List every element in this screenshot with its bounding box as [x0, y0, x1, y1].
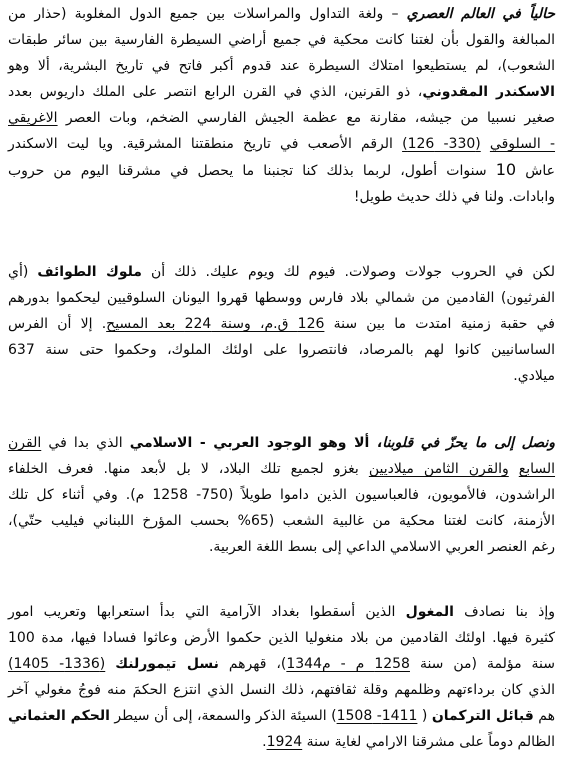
text-run: ( [417, 708, 432, 724]
text-line [8, 534, 555, 560]
text-line [8, 651, 555, 677]
large-number-text: 10 [495, 160, 517, 179]
text-run: الذي بدا في [41, 435, 130, 451]
text-run: سنة مؤلمة (من سنة [409, 656, 556, 672]
text-run: عاش [516, 163, 555, 179]
text-run: الشعوب)، لم يستطيعوا امتلاك السيطرة عند قدوم أكبر فاتح في تاريخ البشرية، ألا وهو [8, 58, 555, 74]
bold-text: ملوك الطوائف [37, 264, 142, 280]
text-line [8, 131, 555, 157]
text-run: الذين أسقطوا بغداد الآرامية التي بدأ استعرابها وتعريب امور [8, 604, 406, 620]
bold-text: الاسكندر المقدوني [422, 84, 555, 100]
underlined-text: السابع [518, 461, 556, 477]
text-run: صغير نسبيا من جيشه، مقارنة مع عظمة الجيش الفارسي الضخم، وبات العصر [57, 110, 555, 126]
text-run: الظالم دوماً على مشرقنا الارامي لغاية سنة [302, 734, 555, 750]
bold-text: قبائل التركمان [431, 708, 534, 724]
text-line [8, 157, 555, 184]
underlined-text: القرن [8, 435, 42, 451]
underlined-text: 1924 [266, 734, 303, 750]
text-line [8, 285, 555, 311]
text-line [8, 1, 555, 27]
text-line [8, 456, 555, 482]
text-run: هم [533, 708, 555, 724]
text-line [8, 259, 555, 285]
text-line [8, 53, 555, 79]
text-run: في حقبة زمنية امتدت ما بين سنة [324, 316, 556, 332]
text-line [8, 363, 555, 389]
text-run: كثيرة فيها. اولئك القادمين من بلاد منغوليا الذين حكموا الأرض وعاثوا فسادا فيها، مدة 100 [8, 630, 555, 646]
text-line [8, 625, 555, 651]
text-run: ميلادي. [513, 368, 555, 384]
paragraph-2 [8, 259, 555, 389]
text-run: – ولغة التداول والمراسلات بين جميع الدول المغلوبة (حذار من [8, 6, 407, 22]
text-run: )، قهرهم [218, 656, 287, 672]
bold-italic-text: حالياً في العالم العصري [406, 6, 555, 22]
text-run [105, 656, 115, 672]
underlined-text: الاغريقي [8, 110, 58, 126]
bold-text: المغول [405, 604, 454, 620]
text-run: الساسانيين كانوا لهم بالمرصاد، فانتصروا على اولئك الملوك، وحكموا حتى سنة 637 [8, 342, 555, 358]
bold-text: نسل تيمورلنك [115, 656, 219, 672]
text-run: الأزمنة، كانت لغتنا محكية من غالبية الشعب (65% بحسب المؤرخ اللبناني فيليب حتّي)، [8, 513, 555, 529]
text-line [8, 184, 555, 210]
text-run: الراشدون، فالأمويون، فالعباسيون الذين داموا طويلاً (750- 1258 م). وفي أثناء كل تلك [8, 487, 555, 503]
text-run: الذي كان برداءتهم وظلمهم وقلة ثقافتهم، ذلك النسل الذي انتزع الحكمَ منه فوجُ مغولي آخر [8, 682, 555, 698]
text-line [8, 79, 555, 105]
text-run: رغم العنصر العربي الاسلامي الداعي إلى بسط اللغة العربية. [208, 539, 555, 555]
text-line [8, 677, 555, 703]
underlined-text: 1411- 1508 [336, 708, 418, 724]
underlined-text: 126 ق.م، وسنة 224 بعد المسيح [106, 316, 325, 332]
text-run: وإذ بنا نصادف [453, 604, 556, 620]
text-run: ) السيئة الذكر والسمعة، إلى أن سيطر [109, 708, 337, 724]
text-run: بغزو لجميع تلك البلاد، لا بل لأبعد منها. فعرف الخلفاء [8, 461, 369, 477]
text-run: سنوات أطول، لربما بذلك كنا تجنبنا ما يحصل في مشرقنا اليوم من حروب [8, 163, 496, 179]
text-run: الرقم الأصعب في تاريخ منطقتنا المشرقية. ويا ليت الاسكندر [8, 136, 403, 152]
underlined-text: والقرن الثامن ميلاديين [368, 461, 509, 477]
paragraph-3 [8, 430, 555, 560]
text-line [8, 105, 555, 131]
bold-italic-text: ونصل إلى ما يحزّ في قلوبنا [382, 435, 555, 451]
text-line [8, 27, 555, 53]
text-line [8, 508, 555, 534]
text-run: . إلا أن الفرس [8, 316, 107, 332]
text-run: لكن في الحروب جولات وصولات. فيوم لك ويوم عليك. ذلك أن [141, 264, 555, 280]
text-run [481, 136, 490, 152]
bold-text: ، ألا وهو الوجود العربي - الاسلامي [129, 435, 383, 451]
text-line [8, 599, 555, 625]
text-line [8, 430, 555, 456]
text-line [8, 311, 555, 337]
underlined-text: (330- 126) [402, 136, 481, 152]
text-run: المبالغة والقول بأن لغتنا كانت محكية في جميع أراضي السيطرة الفارسية بين سائر طبقات [8, 32, 555, 48]
text-run [509, 461, 519, 477]
underlined-text: 1258 م - م1344 [286, 656, 410, 672]
text-line [8, 729, 555, 755]
text-run: (أي [8, 264, 38, 280]
text-line [8, 337, 555, 363]
text-run: ، ذو القرنين، الذي في القرن الرابع انتصر على الملك داريوس بعدد [8, 84, 423, 100]
paragraph-1 [8, 1, 555, 210]
text-run: . [262, 734, 267, 750]
bold-text: الحكم العثماني [8, 708, 110, 724]
text-run: الفرثيون) القادمين من شمالي بلاد فارس ووسطها قهروا اليونان السلوقيين ليحكموا بدورهم [8, 290, 555, 306]
text-run: وابادات. ولنا في ذلك حديث طويل! [353, 189, 555, 205]
underlined-text: (1336- 1405) [8, 656, 106, 672]
text-line [8, 482, 555, 508]
text-line [8, 703, 555, 729]
underlined-text: - السلوقي [489, 136, 556, 152]
paragraph-4 [8, 599, 555, 755]
